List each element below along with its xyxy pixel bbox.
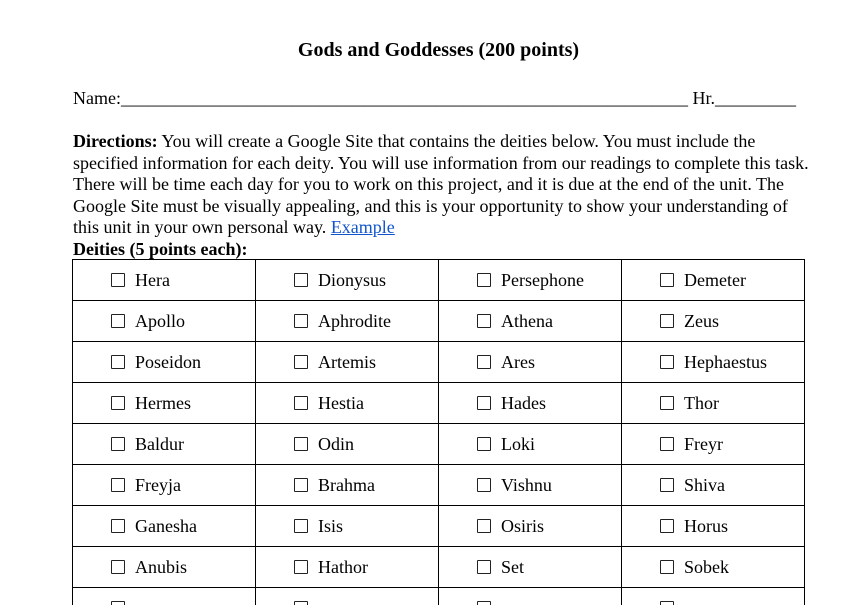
directions-paragraph — [73, 131, 813, 239]
deity-item — [256, 516, 438, 537]
deity-checkbox[interactable] — [111, 396, 125, 410]
deity-label: Hera — [135, 269, 170, 290]
deity-label: Artemis — [318, 351, 376, 372]
deity-label: Apollo — [135, 310, 186, 331]
deity-checkbox[interactable] — [111, 355, 125, 369]
deity-label: Isis — [318, 515, 344, 536]
deity-label: Ganesha — [135, 515, 197, 536]
deity-checklist-table — [72, 259, 805, 605]
deity-item — [256, 434, 438, 455]
deity-checkbox[interactable] — [111, 273, 125, 287]
deity-checkbox[interactable] — [660, 601, 674, 605]
table-row — [73, 424, 805, 465]
deity-item — [439, 516, 621, 537]
deity-label: Persephone — [501, 269, 584, 290]
deity-cell — [256, 424, 439, 465]
deity-cell — [256, 506, 439, 547]
deity-cell — [73, 383, 256, 424]
deity-label: Aphrodite — [318, 310, 391, 331]
deity-item — [622, 557, 804, 578]
name-hour-line: Name:_______________________________________________________________ Hr._________ — [73, 88, 796, 108]
deity-label: Anubis — [135, 556, 188, 577]
deity-item — [73, 434, 255, 455]
deity-checkbox[interactable] — [660, 437, 674, 451]
deity-cell — [622, 383, 805, 424]
deity-checkbox[interactable] — [477, 601, 491, 605]
table-row — [73, 260, 805, 301]
deity-item — [622, 434, 804, 455]
deity-cell — [439, 260, 622, 301]
deity-label: Odin — [318, 433, 354, 454]
deity-item — [622, 516, 804, 537]
deity-cell — [73, 424, 256, 465]
deity-cell — [73, 506, 256, 547]
deity-item — [256, 311, 438, 332]
deity-item — [256, 601, 438, 605]
deity-cell — [256, 301, 439, 342]
deity-label: Hades — [501, 392, 546, 413]
deity-cell — [439, 383, 622, 424]
deity-label: Dionysus — [318, 269, 387, 290]
deity-item — [256, 352, 438, 373]
deity-cell — [256, 465, 439, 506]
deity-checkbox[interactable] — [477, 396, 491, 410]
deity-cell — [439, 588, 622, 605]
deity-item — [622, 475, 804, 496]
deity-label: Hephaestus — [684, 351, 767, 372]
deity-cell — [622, 424, 805, 465]
deity-label: Sobek — [684, 556, 729, 577]
deity-label: Baldur — [135, 433, 184, 454]
deity-cell — [256, 260, 439, 301]
deity-checkbox[interactable] — [660, 314, 674, 328]
deity-cell — [622, 506, 805, 547]
deity-cell — [622, 260, 805, 301]
deity-item — [622, 352, 804, 373]
deity-label: Vishnu — [501, 474, 552, 495]
deity-label: Horus — [684, 515, 728, 536]
deity-checkbox[interactable] — [477, 560, 491, 574]
deity-cell — [73, 588, 256, 605]
deity-checkbox[interactable] — [477, 437, 491, 451]
page-title: Gods and Goddesses (200 points) — [297, 39, 580, 61]
deity-item — [256, 475, 438, 496]
deity-item — [622, 601, 804, 605]
deity-checkbox[interactable] — [111, 519, 125, 533]
deity-checkbox[interactable] — [111, 560, 125, 574]
deity-label: Hathor — [318, 556, 368, 577]
table-row — [73, 342, 805, 383]
deity-cell — [439, 465, 622, 506]
table-row — [73, 547, 805, 588]
deity-cell — [439, 301, 622, 342]
deity-label: Zeus — [684, 310, 719, 331]
table-row — [73, 465, 805, 506]
deity-cell — [439, 506, 622, 547]
directions-text: You will create a Google Site that contains the deities below. You must include the specified information for each deity. You will use information from our readings to complete this task. There will be time each day for you to work on this project, and it is due at the end of the unit. The Google Site must be visually appealing, and this is your opportunity to show your understanding of this unit in your own personal way. — [73, 131, 809, 238]
deity-checkbox[interactable] — [660, 396, 674, 410]
deity-item — [73, 352, 255, 373]
deity-cell — [622, 547, 805, 588]
deity-label: Hermes — [135, 392, 191, 413]
deity-label: Hestia — [318, 392, 364, 413]
deity-label: Set — [501, 556, 525, 577]
deity-checkbox[interactable] — [294, 478, 308, 492]
deity-label: Brahma — [318, 474, 375, 495]
deity-item — [439, 557, 621, 578]
deity-label: Freyr — [684, 433, 723, 454]
deity-cell — [439, 547, 622, 588]
example-link[interactable]: Example — [330, 217, 395, 238]
deity-checkbox[interactable] — [660, 519, 674, 533]
deity-item — [439, 352, 621, 373]
deity-cell — [73, 465, 256, 506]
deity-checkbox[interactable] — [111, 478, 125, 492]
deity-item — [439, 393, 621, 414]
deity-cell — [256, 383, 439, 424]
deity-label: Thor — [684, 392, 719, 413]
deity-checkbox[interactable] — [660, 273, 674, 287]
deity-item — [439, 601, 621, 605]
deity-checkbox[interactable] — [477, 314, 491, 328]
deity-checkbox[interactable] — [477, 273, 491, 287]
deity-checkbox[interactable] — [660, 355, 674, 369]
deity-label: Loki — [501, 433, 535, 454]
deity-checkbox[interactable] — [477, 478, 491, 492]
deity-item — [73, 311, 255, 332]
deity-cell — [439, 424, 622, 465]
deity-label: Osiris — [501, 515, 545, 536]
deity-item — [256, 270, 438, 291]
deity-cell — [622, 465, 805, 506]
deity-item — [73, 393, 255, 414]
table-row — [73, 383, 805, 424]
deity-item — [622, 270, 804, 291]
deity-checkbox[interactable] — [294, 273, 308, 287]
deity-item — [439, 434, 621, 455]
deity-checkbox[interactable] — [294, 355, 308, 369]
deity-checkbox[interactable] — [111, 601, 125, 605]
deity-label: Ares — [501, 351, 535, 372]
deities-heading: Deities (5 points each): — [73, 239, 248, 259]
deity-checkbox[interactable] — [660, 478, 674, 492]
deity-item — [256, 557, 438, 578]
deity-label: Shiva — [684, 474, 726, 495]
deity-item — [73, 557, 255, 578]
deity-checkbox[interactable] — [294, 519, 308, 533]
deity-checkbox[interactable] — [294, 601, 308, 605]
deity-item — [439, 475, 621, 496]
deity-item — [73, 516, 255, 537]
deity-label: Demeter — [684, 269, 746, 290]
deity-checkbox[interactable] — [111, 437, 125, 451]
deity-cell — [73, 260, 256, 301]
deity-item — [256, 393, 438, 414]
deity-label: Freyja — [135, 474, 181, 495]
deity-label: Poseidon — [135, 351, 202, 372]
deity-item — [439, 270, 621, 291]
deity-item — [622, 393, 804, 414]
deity-checkbox[interactable] — [294, 437, 308, 451]
deity-cell — [256, 588, 439, 605]
deity-cell — [439, 342, 622, 383]
deity-checkbox[interactable] — [660, 560, 674, 574]
deity-item — [622, 311, 804, 332]
deity-cell — [73, 547, 256, 588]
deity-item — [73, 270, 255, 291]
deity-cell — [622, 588, 805, 605]
deity-checkbox[interactable] — [111, 314, 125, 328]
deity-checkbox[interactable] — [477, 519, 491, 533]
deity-cell — [622, 342, 805, 383]
deity-cell — [256, 342, 439, 383]
deity-checkbox[interactable] — [294, 560, 308, 574]
table-row — [73, 301, 805, 342]
deity-cell — [256, 547, 439, 588]
directions-label: Directions: — [73, 131, 158, 151]
deity-item — [73, 475, 255, 496]
deity-checkbox[interactable] — [477, 355, 491, 369]
table-row — [73, 588, 805, 605]
deity-label: Athena — [501, 310, 553, 331]
deity-cell — [73, 301, 256, 342]
deity-cell — [73, 342, 256, 383]
deity-checkbox[interactable] — [294, 314, 308, 328]
deity-item — [439, 311, 621, 332]
deity-cell — [622, 301, 805, 342]
deity-item — [73, 601, 255, 605]
deity-checkbox[interactable] — [294, 396, 308, 410]
table-row — [73, 506, 805, 547]
